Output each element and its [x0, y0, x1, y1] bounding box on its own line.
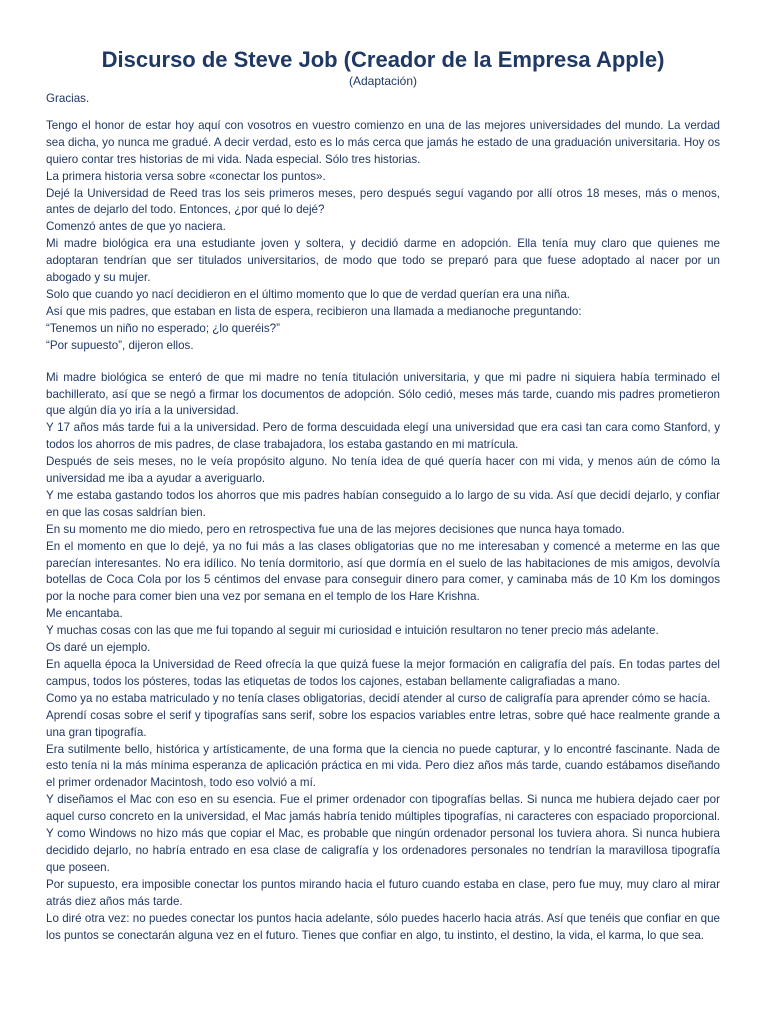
paragraph: Solo que cuando yo nací decidieron en el último momento que lo que de verdad querían era una niña.	[46, 287, 571, 301]
paragraph: Os daré un ejemplo.	[46, 641, 151, 655]
document-title: Discurso de Steve Job (Creador de la Empresa Apple)	[101, 47, 665, 72]
paragraph: Me encantaba.	[46, 607, 123, 621]
paragraph: Como ya no estaba matriculado y no tenía clases obligatorias, decidí atender al curso de caligrafía para aprender cómo se hacía.	[46, 691, 711, 705]
paragraph: Y muchas cosas con las que me fui topando al seguir mi curiosidad e intuición resultaron no tener precio más adelante.	[46, 624, 659, 638]
document-subtitle: (Adaptación)	[348, 74, 418, 88]
paragraph: En su momento me dio miedo, pero en retrospectiva fue una de las mejores decisiones que nunca haya tomado.	[46, 522, 625, 536]
paragraph: Y 17 años más tarde fui a la universidad. Pero de forma descuidada elegí una universidad que era casi tan cara como Stanford, y todos los ahorros de mis padres, de clase trabajadora, los estaba gastando en mi matrícula.	[46, 421, 720, 452]
paragraph: Lo diré otra vez: no puedes conectar los puntos hacia adelante, sólo puedes hacerlo hacia atrás. Así que tenéis que confiar en que los puntos se conectarán alguna vez en el futuro. Tienes que confiar en algo, tu instinto, el destino, la vida, el karma, lo que sea.	[46, 911, 720, 942]
paragraph: Así que mis padres, que estaban en lista de espera, recibieron una llamada a medianoche preguntando:	[46, 304, 582, 318]
paragraph: Mi madre biológica era una estudiante joven y soltera, y decidió darme en adopción. Ella tenía muy claro que quienes me adoptaran tendrían que ser titulados universitarios, de modo que todo se preparó para que fuese adoptado al nacer por un abogado y su mujer.	[46, 237, 720, 285]
paragraph: Y diseñamos el Mac con eso en su esencia. Fue el primer ordenador con tipografías bellas. Si nunca me hubiera dejado caer por aquel curso concreto en la universidad, el Mac jamás habría tenido múltiples tipografías, ni caracteres con espaciado proporcional. Y como Windows no hizo más que copiar el Mac, es probable que ningún ordenador personal los tuviera ahora. Si nunca hubiera decidido dejarlo, no habría entrado en esa clase de caligrafía y los ordenadores personales no tendrían la maravillosa tipografía que poseen.	[46, 793, 720, 874]
paragraph: Tengo el honor de estar hoy aquí con vosotros en vuestro comienzo en una de las mejores universidades del mundo. La verdad sea dicha, yo nunca me gradué. A decir verdad, esto es lo más cerca que jamás he estado de una graduación universitaria. Hoy os quiero contar tres historias de mi vida. Nada especial. Sólo tres historias.	[46, 118, 720, 166]
paragraph: Mi madre biológica se enteró de que mi madre no tenía titulación universitaria, y que mi padre ni siquiera había terminado el bachillerato, así que se negó a firmar los documentos de adopción. Sólo cedió, meses más tarde, cuando mis padres prometieron que algún día yo iría a la universidad.	[46, 370, 720, 418]
paragraph: Y me estaba gastando todos los ahorros que mis padres habían conseguido a lo largo de su vida. Así que decidí dejarlo, y confiar en que las cosas saldrían bien.	[46, 488, 720, 519]
paragraph: Gracias.	[46, 92, 90, 105]
paragraph-gap	[46, 108, 720, 118]
document-body	[46, 91, 720, 944]
paragraph: Aprendí cosas sobre el serif y tipografías sans serif, sobre los espacios variables entre letras, sobre qué hace realmente grande a una gran tipografía.	[46, 708, 720, 739]
paragraph: Después de seis meses, no le veía propósito alguno. No tenía idea de qué quería hacer con mi vida, y menos aún de cómo la universidad me iba a ayudar a averiguarlo.	[46, 455, 720, 486]
paragraph: La primera historia versa sobre «conectar los puntos».	[46, 169, 326, 183]
paragraph: Comenzó antes de que yo naciera.	[46, 220, 226, 234]
paragraph: Por supuesto, era imposible conectar los puntos mirando hacia el futuro cuando estaba en clase, pero fue muy, muy claro al mirar atrás diez años más tarde.	[46, 877, 720, 908]
paragraph: “Por supuesto”, dijeron ellos.	[46, 338, 194, 352]
paragraph: En el momento en que lo dejé, ya no fui más a las clases obligatorias que no me interesaban y comencé a meterme en las que parecían interesantes. No era idílico. No tenía dormitorio, así que dormía en el suelo de las habitaciones de mis amigos, devolvía botellas de Coca Cola por los 5 céntimos del envase para conseguir dinero para comer, y caminaba más de 10 Km los domingos por la noche para comer bien una vez por semana en el templo de los Hare Krishna.	[46, 539, 720, 604]
paragraph: Era sutilmente bello, histórica y artísticamente, de una forma que la ciencia no puede capturar, y lo encontré fascinante. Nada de esto tenía ni la más mínima esperanza de aplicación práctica en mi vida. Pero diez años más tarde, cuando estábamos diseñando el primer ordenador Macintosh, todo eso volvió a mí.	[46, 742, 720, 790]
paragraph: En aquella época la Universidad de Reed ofrecía la que quizá fuese la mejor formación en caligrafía del país. En todas partes del campus, todos los pósteres, todas las etiquetas de todos los cajones, estaban bellamente caligrafiadas a mano.	[46, 658, 720, 688]
paragraph: “Tenemos un niño no esperado; ¿lo queréis?”	[46, 321, 280, 335]
paragraph: Dejé la Universidad de Reed tras los seis primeros meses, pero después seguí vagando por allí otros 18 meses, más o menos, antes de dejarlo del todo. Entonces, ¿por qué lo dejé?	[46, 186, 720, 217]
section-gap	[46, 355, 720, 370]
